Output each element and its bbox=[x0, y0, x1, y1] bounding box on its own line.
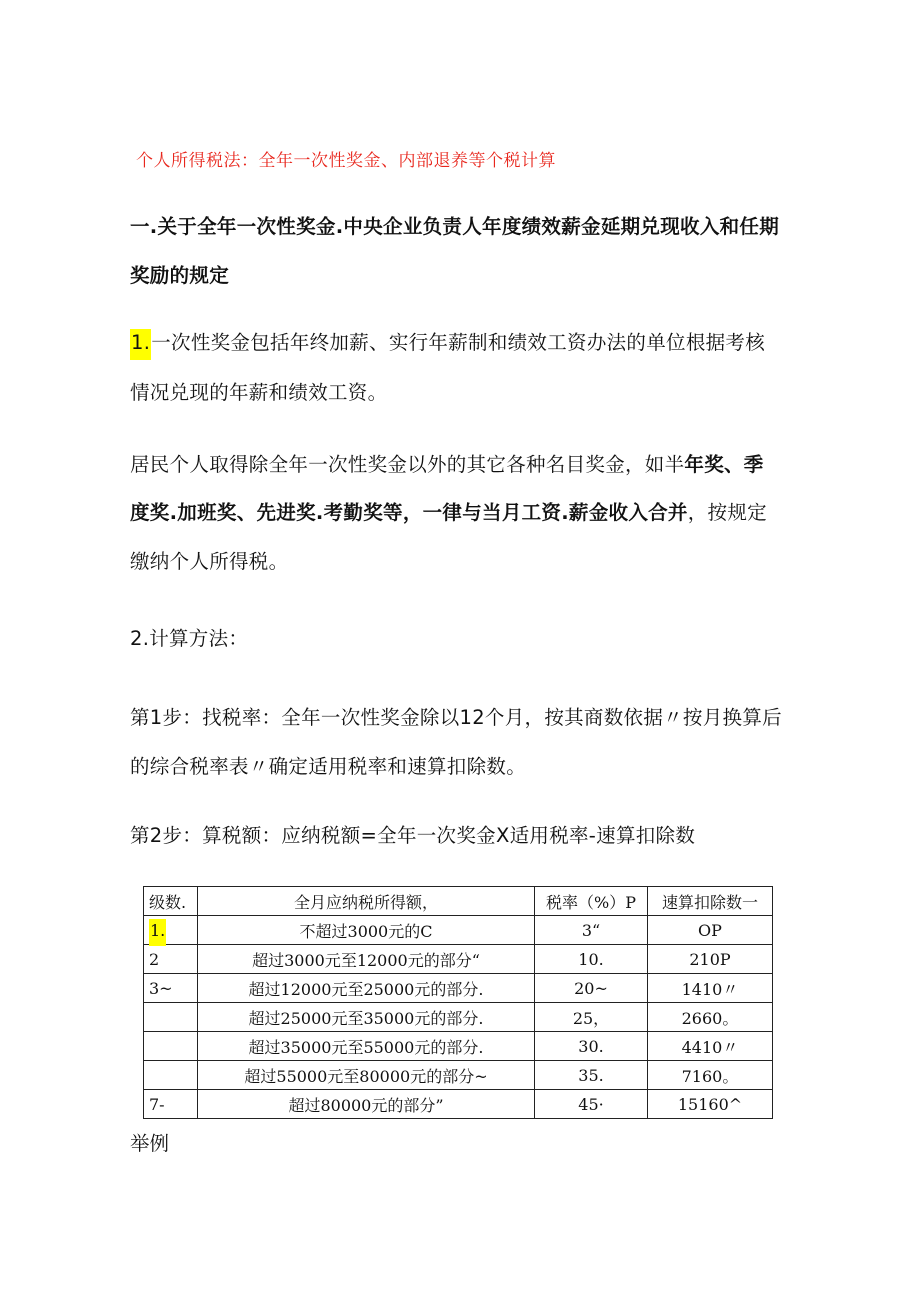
table-row bbox=[144, 1090, 773, 1119]
cell-rate: 25， bbox=[535, 1003, 648, 1032]
cell-level bbox=[144, 1003, 198, 1032]
table-row bbox=[144, 945, 773, 974]
cell-deduction: 210P bbox=[648, 945, 773, 974]
resident-bold-2: 度奖.加班奖、先进奖.考勤奖等，一律与当月工资.薪金收入合并 bbox=[130, 501, 688, 524]
example-heading: 举例 bbox=[130, 1132, 170, 1155]
cell-deduction: 1410〃 bbox=[648, 974, 773, 1003]
cell-deduction: 2660。 bbox=[648, 1003, 773, 1032]
doc-title: 个人所得税法：全年一次性奖金、内部退养等个税计算 bbox=[136, 151, 556, 171]
resident-text-2: ，按规定 bbox=[687, 501, 767, 524]
table-row bbox=[144, 916, 773, 945]
table-row bbox=[144, 1003, 773, 1032]
cell-income: 超过35000元至55000元的部分. bbox=[198, 1032, 535, 1061]
step-2: 第2步：算税额：应纳税额=全年一次奖金X适用税率-速算扣除数 bbox=[130, 824, 696, 847]
cell-rate: 35. bbox=[535, 1061, 648, 1090]
resident-text-1: 居民个人取得除全年一次性奖金以外的其它各种名目奖金，如半 bbox=[130, 453, 685, 476]
cell-deduction: 4410〃 bbox=[648, 1032, 773, 1061]
cell-income: 超过25000元至35000元的部分. bbox=[198, 1003, 535, 1032]
cell-deduction: 7160。 bbox=[648, 1061, 773, 1090]
cell-level: 1. bbox=[144, 916, 198, 945]
step-1-line-1: 第1步：找税率：全年一次性奖金除以12个月，按其商数依据〃按月换算后 bbox=[130, 706, 782, 729]
cell-level bbox=[144, 1032, 198, 1061]
table-row bbox=[144, 1032, 773, 1061]
cell-rate: 10. bbox=[535, 945, 648, 974]
table-row bbox=[144, 1061, 773, 1090]
resident-line-2 bbox=[130, 497, 767, 525]
cell-income: 超过55000元至80000元的部分~ bbox=[198, 1061, 535, 1090]
cell-income: 超过80000元的部分” bbox=[198, 1090, 535, 1119]
item-1-line-1 bbox=[130, 327, 765, 355]
cell-rate: 3“ bbox=[535, 916, 648, 945]
table-row bbox=[144, 974, 773, 1003]
cell-deduction: OP bbox=[648, 916, 773, 945]
resident-line-3: 缴纳个人所得税。 bbox=[130, 550, 289, 573]
cell-rate: 20~ bbox=[535, 974, 648, 1003]
cell-rate: 30. bbox=[535, 1032, 648, 1061]
cell-income: 超过12000元至25000元的部分. bbox=[198, 974, 535, 1003]
cell-level: 3~ bbox=[144, 974, 198, 1003]
header-income: 全月应纳税所得额， bbox=[198, 887, 535, 916]
table-header-row bbox=[144, 887, 773, 916]
heading-line-1: 一.关于全年一次性奖金.中央企业负责人年度绩效薪金延期兑现收入和任期 bbox=[130, 215, 780, 238]
header-rate: 税率（%）P bbox=[535, 887, 648, 916]
cell-level: 2 bbox=[144, 945, 198, 974]
cell-level: 7- bbox=[144, 1090, 198, 1119]
tax-rate-table bbox=[143, 886, 773, 1119]
cell-income: 不超过3000元的C bbox=[198, 916, 535, 945]
cell-income: 超过3000元至12000元的部分“ bbox=[198, 945, 535, 974]
cell-level bbox=[144, 1061, 198, 1090]
resident-bold-1: 年奖、季 bbox=[684, 453, 764, 476]
item-1-line-2: 情况兑现的年薪和绩效工资。 bbox=[130, 381, 388, 404]
item-1-number: 1. bbox=[130, 329, 151, 360]
header-deduction: 速算扣除数一 bbox=[648, 887, 773, 916]
step-1-line-2: 的综合税率表〃确定适用税率和速算扣除数。 bbox=[130, 755, 527, 778]
header-level: 级数. bbox=[144, 887, 198, 916]
section-2-heading: 2.计算方法： bbox=[130, 627, 249, 650]
item-1-text: 一次性奖金包括年终加薪、实行年薪制和绩效工资办法的单位根据考核 bbox=[151, 331, 766, 354]
resident-line-1 bbox=[130, 449, 764, 477]
cell-rate: 45· bbox=[535, 1090, 648, 1119]
heading-line-2: 奖励的规定 bbox=[130, 264, 230, 287]
cell-deduction: 15160^ bbox=[648, 1090, 773, 1119]
